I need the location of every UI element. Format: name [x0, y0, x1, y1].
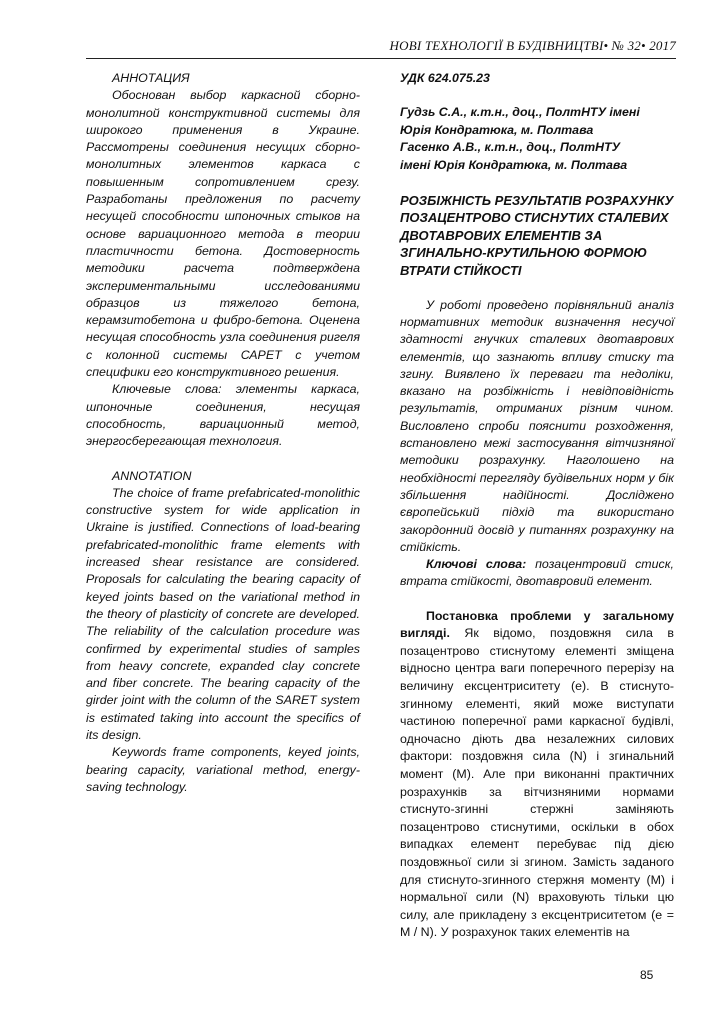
- keywords-list: позацентровий стиск, втрата стійкості, двотавровий елемент.: [400, 557, 674, 589]
- ru-annotation-text: Обоснован выбор каркасной сборно-монолитной конструктивной системы для широкого применения в Украине. Рассмотрены соединения несущих сборно-монолитных элементов каркаса с повышенным сопротивлением срезу. Разработаны предложения по расчету несущей способности шпоночных стыков на основе вариационного метода в теории пластичности бетона. Достоверность методики расчета подтверждена экспериментальными исследованиями образцов из тяжелого бетона, керамзитобетона и фибро-бетона. Оценена несущая способность узла соединения ригеля с колонной системы САРЕТ с учетом специфики его конструктивного решения.: [86, 88, 360, 380]
- author-line: Юрія Кондратюка, м. Полтава: [400, 122, 594, 137]
- ua-abstract: У роботі проведено порівняльний аналіз нормативних методик визначення несучої здатності гнучких сталевих двотаврових елементів, що зазнають впливу стиску та згину. Виявлено їх переваги та недоліки, вказано на розбіжність і невідповідність результатів, отриманих різним чином. Висловлено спроби пояснити розходження, встановлено межі застосування вітчизняної методики розрахунку. Наголошено на необхідності перегляду будівельних норм у бік збільшення надійності. Досліджено європейський підхід та використано закордонний досвід у питаннях розрахунку на стійкість.: [400, 297, 674, 554]
- en-annotation-text: The choice of frame prefabricated-monolithic constructive system for wide application in Ukraine is justified. Connections of load-bearing prefabricated-monolithic frame elements with increased shear resistance are considered. Proposals for calculating the bearing capacity of keyed joints based on the variational method in the theory of plasticity of concrete are developed. The reliability of the calculation procedure was confirmed by experimental studies of samples from heavy concrete, expanded clay concrete and fiber concrete. The bearing capacity of the girder joint with the column of the SARET system is estimated taking into account the specifics of its design.: [86, 485, 360, 742]
- article-title: РОЗБІЖНІСТЬ РЕЗУЛЬТАТІВ РОЗРАХУНКУ ПОЗАЦЕНТРОВО СТИСНУТИХ СТАЛЕВИХ ДВОТАВРОВИХ ЕЛЕМЕНТІВ ЗА ЗГИНАЛЬНО-КРУТИЛЬНОЮ ФОРМОЮ ВТРАТИ СТІЙКОСТІ: [400, 192, 674, 279]
- author-line: Гудзь С.А., к.т.н., доц., ПолтНТУ імені: [400, 105, 640, 120]
- running-header: [86, 38, 676, 54]
- body-paragraph: [400, 608, 674, 942]
- en-annotation-heading: ANNOTATION: [112, 468, 192, 483]
- right-column: [400, 70, 674, 942]
- keywords-label: Ключові слова:: [426, 557, 527, 572]
- ru-keywords: Ключевые слова: элементы каркаса, шпоночные соединения, несущая способность, вариационный метод, энергосберегающая технология.: [86, 382, 360, 449]
- ua-keywords: [400, 556, 674, 591]
- left-column: [86, 70, 360, 796]
- en-keywords: Keywords frame components, keyed joints, bearing capacity, variational method, energy-saving technology.: [86, 745, 360, 794]
- page-number: 85: [640, 968, 654, 982]
- udk-code: УДК 624.075.23: [400, 71, 490, 85]
- author-line: Гасенко А.В., к.т.н., доц., ПолтНТУ: [400, 140, 621, 155]
- header-rule: [86, 58, 676, 59]
- author-line: імені Юрія Кондратюка, м. Полтава: [400, 158, 628, 173]
- issue-number: • № 32• 2017: [603, 38, 676, 53]
- authors-block: [400, 104, 674, 174]
- body-text: Як відомо, поздовжня сила в позацентрово стиснутому елементі зміщена відносно центра ваги поперечного перерізу на величину ексцентриситету (е). В стиснуто-згинному елементі, який може виступати частиною поперечної рами каркасної будівлі, одночасно діють два незалежних силових фактори: поздовжня сила (N) і згинальний момент (M). Але при виконанні практичних розрахунків за вітчизняними нормами стиснуто-згинні стержні заміняють позацентрово стиснутими, оскільки в обох випадках елемент перебуває під дією поздовжньої сили зі згином. Замість заданого для стиснуто-згинного стержня моменту (M) і нормальної сили (N) враховують тільки цю силу, але прикладену з ексцентриситетом (е = M / N). У розрахунок таких елементів на: [400, 626, 674, 940]
- ru-annotation-heading: АННОТАЦИЯ: [112, 71, 190, 85]
- journal-title: НОВІ ТЕХНОЛОГІЇ В БУДІВНИЦТВІ: [389, 38, 604, 53]
- section-heading: Постановка проблеми у загальному вигляді.: [400, 608, 674, 641]
